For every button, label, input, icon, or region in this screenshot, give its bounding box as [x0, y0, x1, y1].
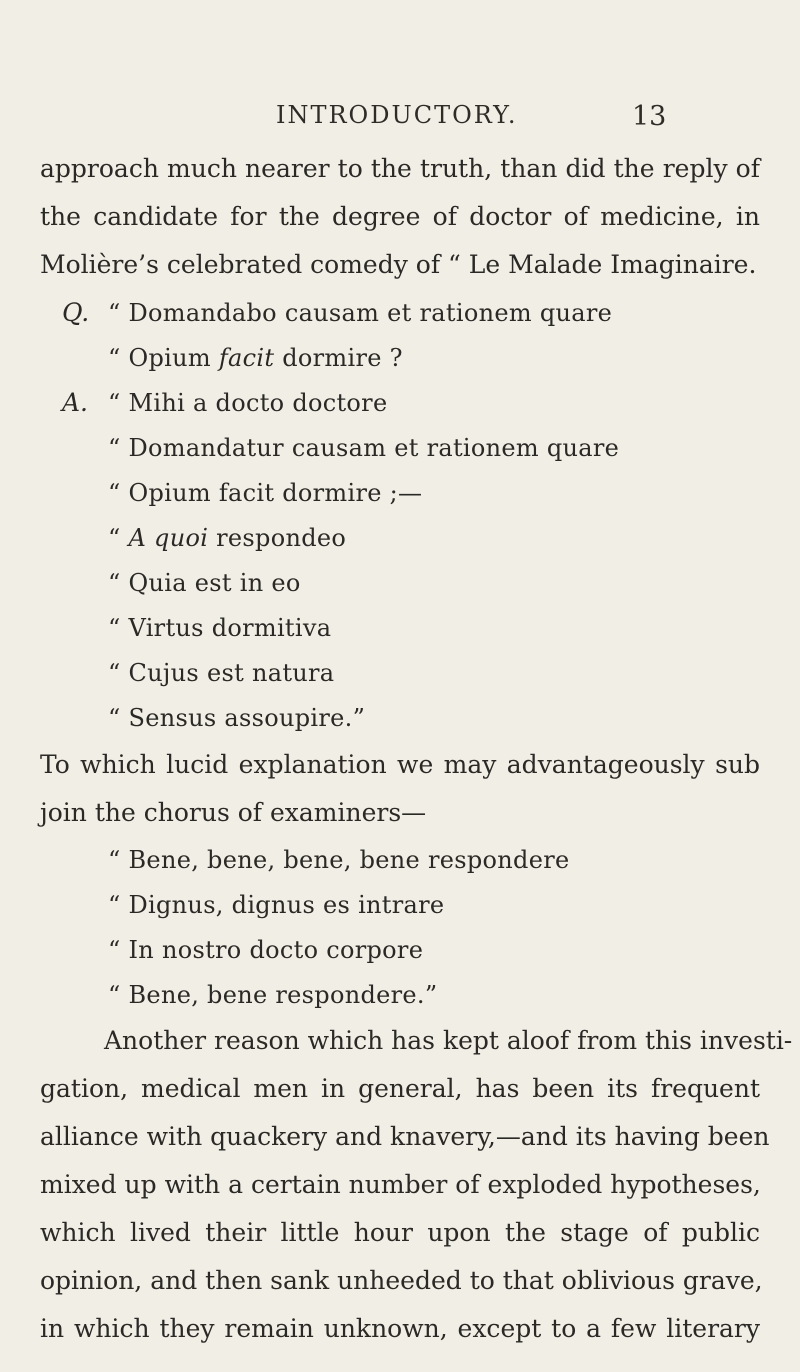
- text-line: Another reason which has kept aloof from this investi-: [104, 1026, 793, 1055]
- speaker-a-label: A.: [62, 388, 89, 417]
- verse-line: “ Mihi a docto doctore: [108, 389, 388, 417]
- verse-line: “ A quoi respondeo: [108, 524, 347, 552]
- text-line: mixed up with a certain number of exploded hypotheses,: [40, 1170, 761, 1199]
- text-line: approach much nearer to the truth, than did the reply of: [40, 154, 760, 183]
- verse-line: “ Opium facit dormire ;—: [108, 479, 423, 507]
- text-line: Molière’s celebrated comedy of “ Le Malade Imaginaire.: [40, 250, 757, 279]
- running-head: [0, 101, 800, 141]
- text-line: join the chorus of examiners—: [40, 798, 427, 827]
- text-line: which lived their little hour upon the stage of public: [40, 1218, 760, 1247]
- text-line: the candidate for the degree of doctor of medicine, in: [40, 202, 760, 231]
- text-line: in which they remain unknown, except to a few literary: [40, 1314, 760, 1343]
- text-line: opinion, and then sank unheeded to that oblivious grave,: [40, 1266, 763, 1295]
- text-line: alliance with quackery and knavery,—and its having been: [40, 1122, 770, 1151]
- verse-line: “ Domandatur causam et rationem quare: [108, 434, 620, 462]
- verse-line: “ Dignus, dignus es intrare: [108, 891, 445, 919]
- text-line: To which lucid explanation we may advantageously sub: [40, 750, 760, 779]
- verse-line: “ In nostro docto corpore: [108, 936, 424, 964]
- page-number: 13: [632, 101, 667, 132]
- verse-line: “ Bene, bene, bene, bene respondere: [108, 846, 570, 874]
- verse-line: “ Domandabo causam et rationem quare: [108, 299, 613, 327]
- verse-line: “ Bene, bene respondere.”: [108, 981, 438, 1009]
- text-line: gation, medical men in general, has been its frequent: [40, 1074, 760, 1103]
- speaker-q-label: Q.: [62, 298, 90, 327]
- verse-line: “ Quia est in eo: [108, 569, 301, 597]
- verse-line: “ Opium facit dormire ?: [108, 344, 403, 372]
- verse-line: “ Sensus assoupire.”: [108, 704, 366, 732]
- verse-line: “ Virtus dormitiva: [108, 614, 332, 642]
- verse-line: “ Cujus est natura: [108, 659, 335, 687]
- page-title: INTRODUCTORY.: [276, 101, 518, 129]
